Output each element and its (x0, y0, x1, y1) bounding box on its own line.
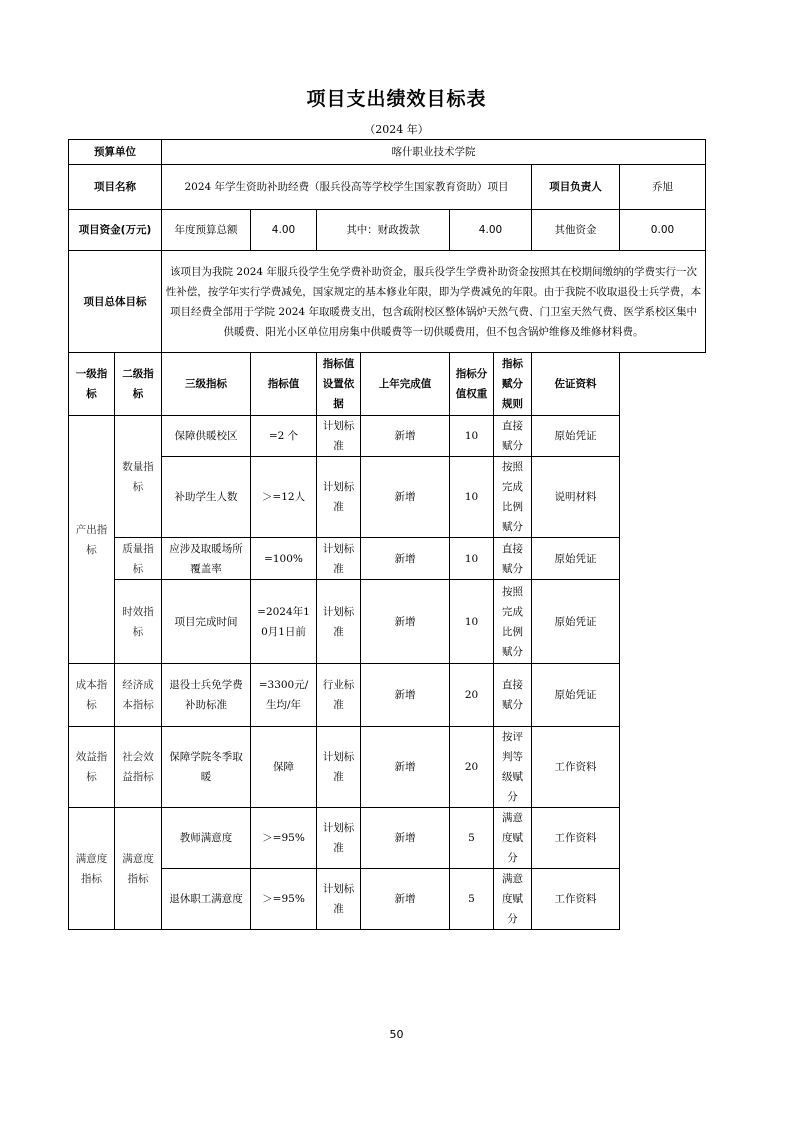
indicator-header-row (69, 353, 706, 416)
table-row (69, 808, 706, 869)
project-leader-label: 项目负责人 (532, 165, 620, 210)
indicator-value: =3300元/生均/年 (251, 664, 317, 727)
group-output: 产出指标 (69, 416, 115, 664)
annual-budget-value: 4.00 (251, 210, 317, 251)
indicator-evidence: 工作资料 (532, 869, 620, 930)
indicator-evidence: 原始凭证 (532, 580, 620, 664)
header-level3: 三级指标 (162, 353, 251, 416)
header-evidence: 佐证资料 (532, 353, 620, 416)
indicator-name: 应涉及取暖场所覆盖率 (162, 538, 251, 580)
project-funds-label: 项目资金(万元) (69, 210, 162, 251)
indicator-weight: 10 (450, 457, 494, 538)
indicator-last-year: 新增 (361, 808, 450, 869)
indicator-last-year: 新增 (361, 580, 450, 664)
group-satisfaction: 满意度指标 (69, 808, 115, 930)
table-row (69, 664, 706, 727)
indicator-last-year: 新增 (361, 538, 450, 580)
indicator-value: ＞=12人 (251, 457, 317, 538)
indicator-rule: 按照完成比例赋分 (494, 457, 532, 538)
table-row (69, 538, 706, 580)
subgroup-economic-cost: 经济成本指标 (115, 664, 162, 727)
indicator-value: =2024年10月1日前 (251, 580, 317, 664)
indicator-value: 保障 (251, 727, 317, 808)
project-leader-value: 乔旭 (620, 165, 706, 210)
header-level2: 二级指标 (115, 353, 162, 416)
project-funds-row (69, 210, 706, 251)
fiscal-funds-value: 4.00 (450, 210, 532, 251)
header-weight: 指标分值权重 (450, 353, 494, 416)
table-row (69, 727, 706, 808)
indicator-basis: 计划标准 (317, 457, 361, 538)
indicator-basis: 计划标准 (317, 580, 361, 664)
indicator-name: 退役士兵免学费补助标准 (162, 664, 251, 727)
performance-target-table (68, 139, 706, 930)
header-level1: 一级指标 (69, 353, 115, 416)
project-name-value: 2024 年学生资助补助经费（服兵役高等学校学生国家教育资助）项目 (162, 165, 532, 210)
indicator-value: =2 个 (251, 416, 317, 457)
indicator-rule: 直接赋分 (494, 664, 532, 727)
indicator-last-year: 新增 (361, 416, 450, 457)
budget-unit-label: 预算单位 (69, 140, 162, 165)
header-basis: 指标值设置依据 (317, 353, 361, 416)
budget-unit-value: 喀什职业技术学院 (162, 140, 706, 165)
project-goal-text: 该项目为我院 2024 年服兵役学生免学费补助资金，服兵役学生学费补助资金按照其在校期间缴纳的学费实行一次性补偿，按学年实行学费减免，国家规定的基本修业年限，即为学费减免的年限。由于我院不收取退役士兵学费，本项目经费全部用于学院 2024 年取暖费支出，包含疏附校区整体锅炉天然气费、门卫室天然气费、医学系校区集中供暖费、阳光小区单位用房集中供暖费等一切供暖费用，但不包含锅炉维修及维修材料费。 (162, 251, 706, 353)
indicator-value: ＞=95% (251, 808, 317, 869)
budget-unit-row (69, 140, 706, 165)
table-row (69, 869, 706, 930)
table-row (69, 580, 706, 664)
indicator-evidence: 说明材料 (532, 457, 620, 538)
indicator-rule: 满意度赋分 (494, 808, 532, 869)
project-name-row (69, 165, 706, 210)
indicator-evidence: 原始凭证 (532, 416, 620, 457)
annual-budget-label: 年度预算总额 (162, 210, 251, 251)
indicator-name: 保障供暖校区 (162, 416, 251, 457)
indicator-weight: 5 (450, 808, 494, 869)
indicator-name: 项目完成时间 (162, 580, 251, 664)
indicator-basis: 计划标准 (317, 808, 361, 869)
table-row (69, 416, 706, 457)
table-year: （2024 年） (364, 123, 429, 136)
page-title: 项目支出绩效目标表 (306, 88, 487, 110)
indicator-evidence: 工作资料 (532, 727, 620, 808)
header-value: 指标值 (251, 353, 317, 416)
subgroup-quality: 质量指标 (115, 538, 162, 580)
header-last-year: 上年完成值 (361, 353, 450, 416)
group-cost: 成本指标 (69, 664, 115, 727)
indicator-rule: 直接赋分 (494, 416, 532, 457)
indicator-weight: 10 (450, 538, 494, 580)
indicator-weight: 20 (450, 727, 494, 808)
fiscal-funds-label: 其中：财政拨款 (317, 210, 450, 251)
indicator-basis: 计划标准 (317, 727, 361, 808)
other-funds-label: 其他资金 (532, 210, 620, 251)
indicator-weight: 10 (450, 416, 494, 457)
indicator-rule: 按照完成比例赋分 (494, 580, 532, 664)
indicator-last-year: 新增 (361, 869, 450, 930)
project-name-label: 项目名称 (69, 165, 162, 210)
other-funds-value: 0.00 (620, 210, 706, 251)
indicator-basis: 计划标准 (317, 869, 361, 930)
table-row (69, 457, 706, 538)
indicator-value: =100% (251, 538, 317, 580)
group-benefit: 效益指标 (69, 727, 115, 808)
subgroup-satisfaction: 满意度指标 (115, 808, 162, 930)
indicator-name: 退休职工满意度 (162, 869, 251, 930)
indicator-weight: 20 (450, 664, 494, 727)
indicator-weight: 10 (450, 580, 494, 664)
indicator-rule: 满意度赋分 (494, 869, 532, 930)
indicator-rule: 直接赋分 (494, 538, 532, 580)
indicator-evidence: 原始凭证 (532, 664, 620, 727)
indicator-last-year: 新增 (361, 727, 450, 808)
indicator-name: 补助学生人数 (162, 457, 251, 538)
indicator-evidence: 原始凭证 (532, 538, 620, 580)
project-goal-row (69, 251, 706, 353)
indicator-last-year: 新增 (361, 664, 450, 727)
page-number: 50 (389, 1028, 404, 1041)
indicator-rule: 按评判等级赋分 (494, 727, 532, 808)
subgroup-social-benefit: 社会效益指标 (115, 727, 162, 808)
indicator-name: 保障学院冬季取暖 (162, 727, 251, 808)
indicator-basis: 行业标准 (317, 664, 361, 727)
indicator-basis: 计划标准 (317, 538, 361, 580)
indicator-value: ＞=95% (251, 869, 317, 930)
subgroup-quantity: 数量指标 (115, 416, 162, 538)
indicator-name: 教师满意度 (162, 808, 251, 869)
indicator-weight: 5 (450, 869, 494, 930)
header-rule: 指标赋分规则 (494, 353, 532, 416)
indicator-basis: 计划标准 (317, 416, 361, 457)
subgroup-timeliness: 时效指标 (115, 580, 162, 664)
project-goal-label: 项目总体目标 (69, 251, 162, 353)
indicator-evidence: 工作资料 (532, 808, 620, 869)
indicator-last-year: 新增 (361, 457, 450, 538)
